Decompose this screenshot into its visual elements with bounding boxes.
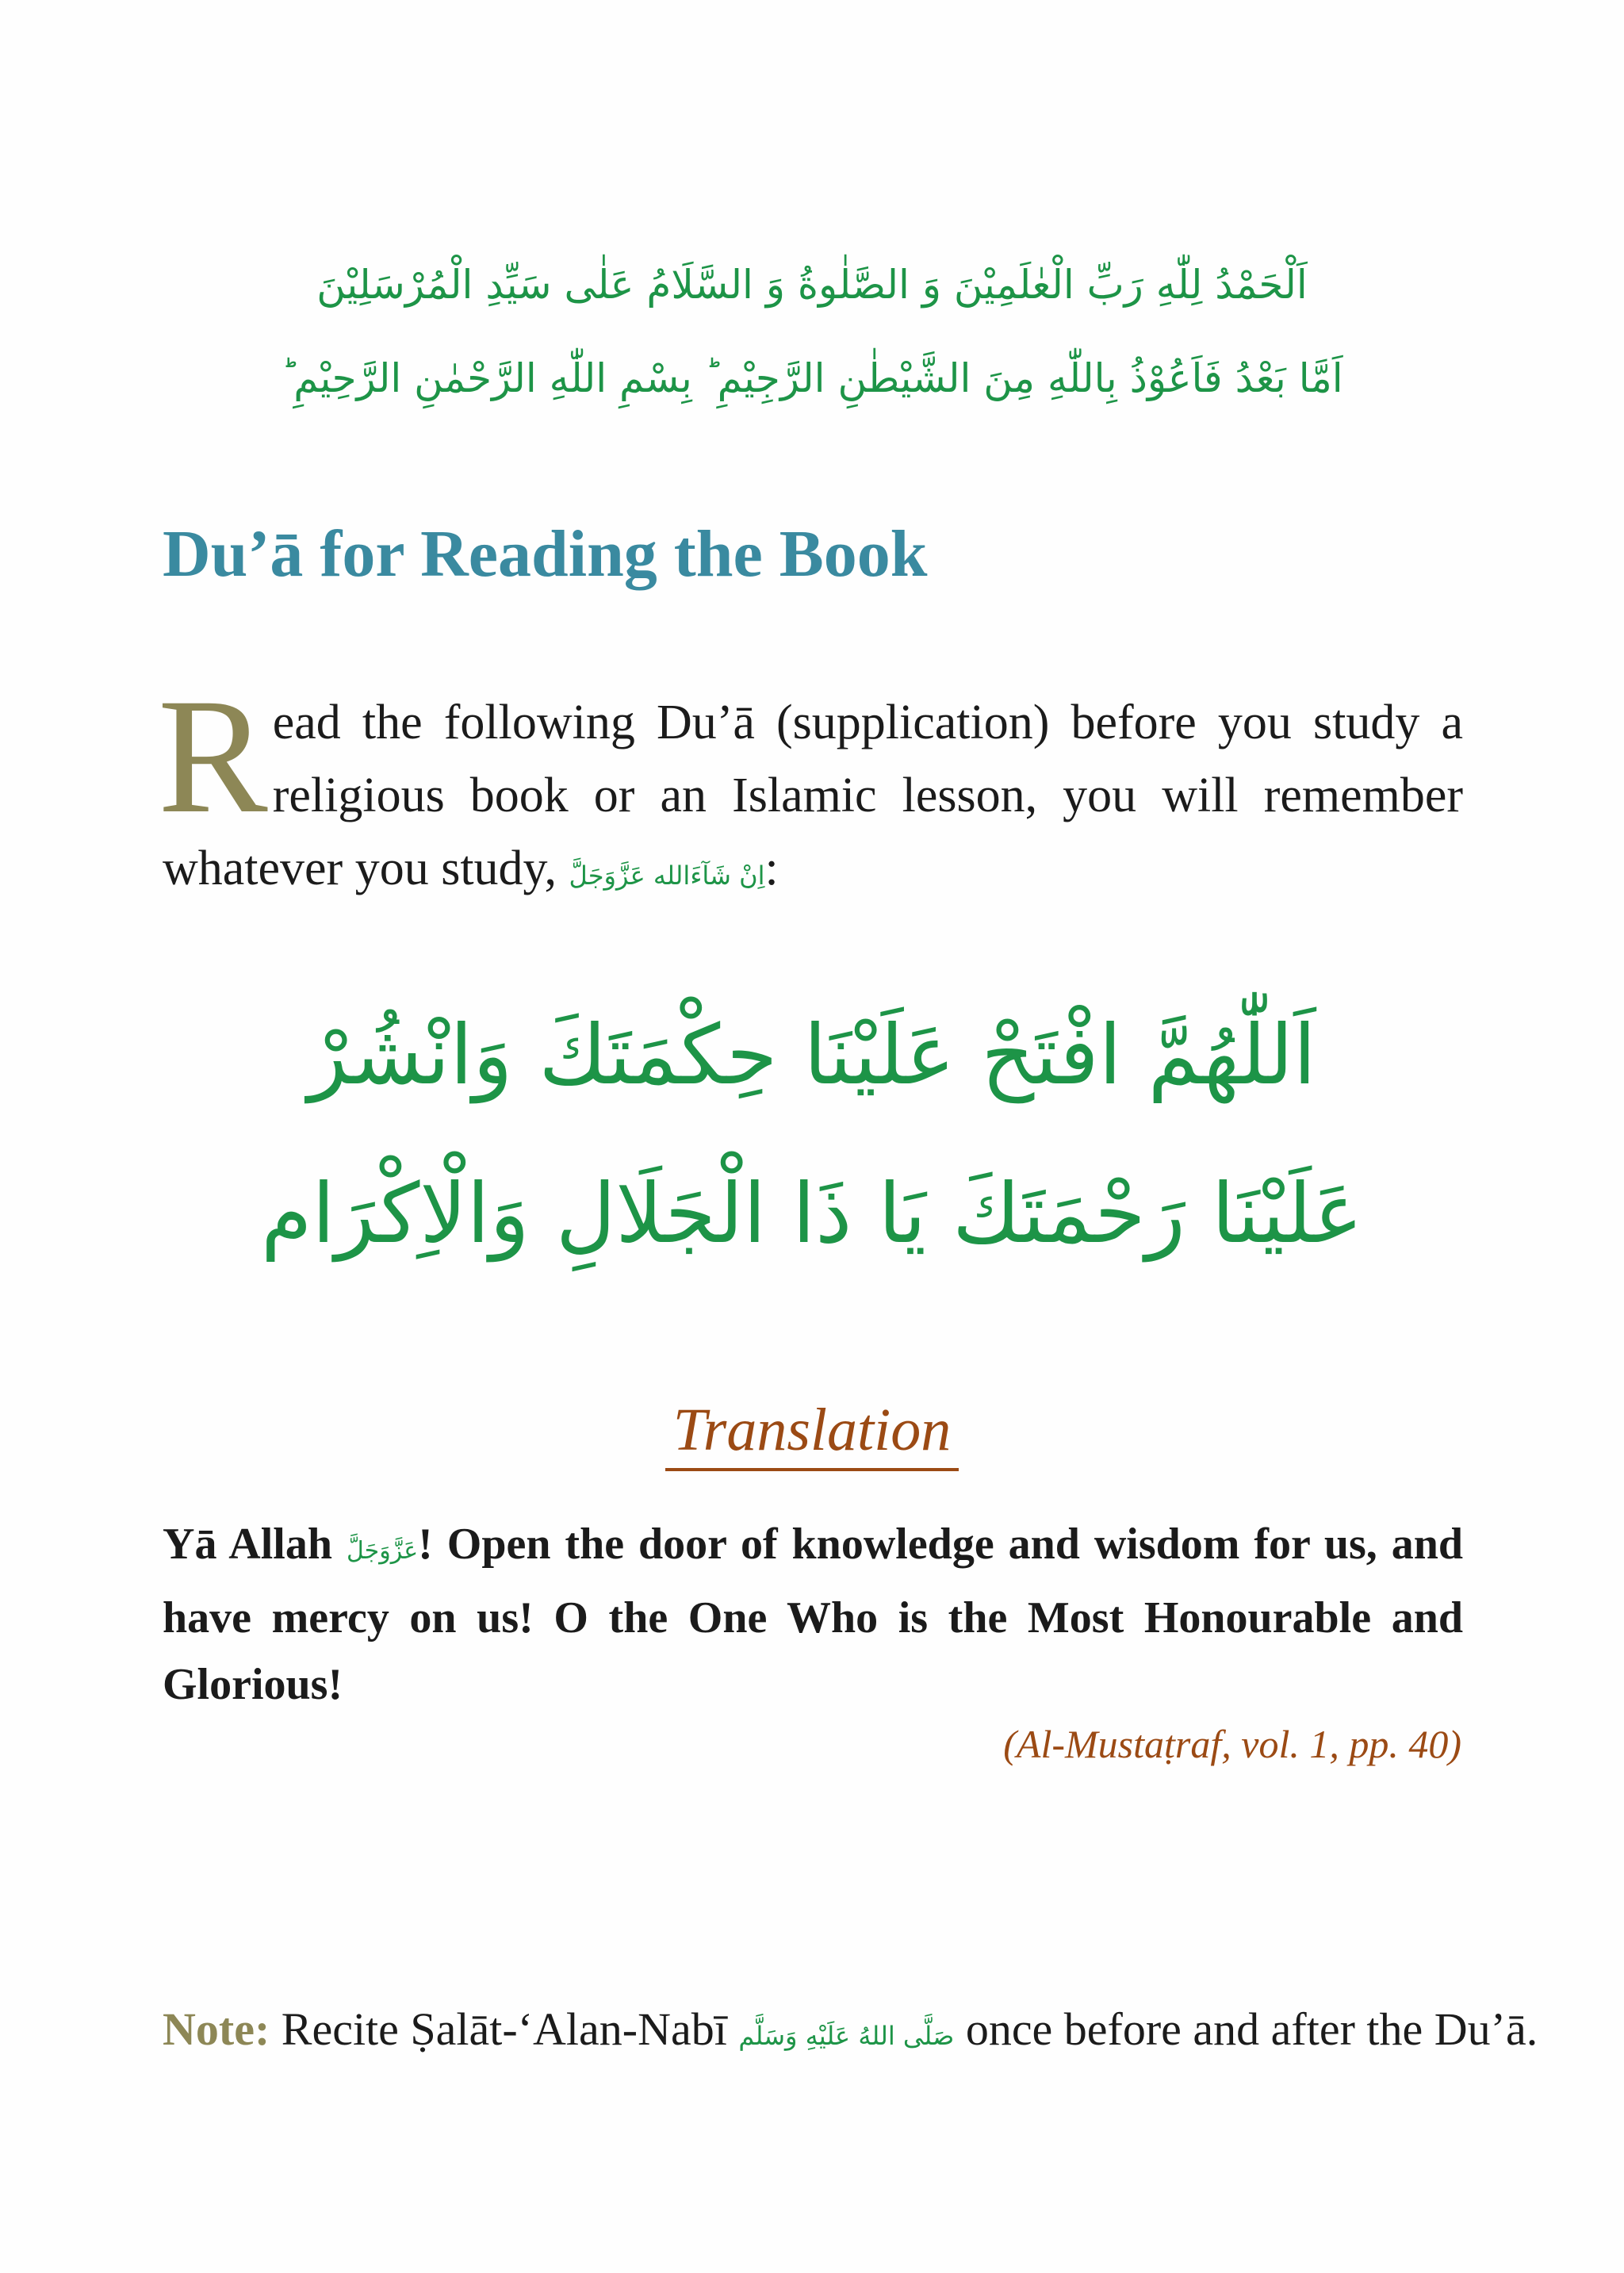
arabic-invocation-header bbox=[238, 238, 1386, 425]
translation-heading bbox=[0, 1396, 1624, 1471]
dua-line-1: اَللّٰهُمَّ افْتَحْ عَلَيْنَا حِكْمَتَكَ وَانْشُرْ bbox=[308, 1006, 1316, 1103]
note-text-end: once before and after the Du’ā. bbox=[954, 2003, 1538, 2055]
arabic-invocation-line-2: اَمَّا بَعْدُ فَاَعُوْذُ بِاللّٰهِ مِنَ الشَّیْطٰنِ الرَّجِیْمِ ؕ بِسْمِ اللّٰهِ الرَّحْمٰنِ الرَّحِیْمِ ؕ bbox=[281, 355, 1343, 401]
dua-line-2: عَلَيْنَا رَحْمَتَكَ يَا ذَا الْجَلَالِ وَالْاِكْرَام bbox=[261, 1165, 1363, 1262]
translation-text-rest: ! Open the door of knowledge and wisdom for us, and have mercy on us! O the One Who is the Most Honourable and Glorious! bbox=[163, 1520, 1463, 1709]
translation-heading-text: Translation bbox=[665, 1396, 959, 1471]
inshaallah-phrase: اِنْ شَآءَالله عَزَّوَجَلَّ bbox=[569, 861, 765, 891]
salutation-symbol: صَلَّى اللهُ عَلَيْهِ وَسَلَّم bbox=[738, 2021, 955, 2051]
source-reference: (Al-Mustaṭraf, vol. 1, pp. 40) bbox=[1003, 1722, 1461, 1766]
intro-end-punctuation: : bbox=[764, 841, 779, 895]
translation-text-start: Yā Allah bbox=[163, 1520, 332, 1569]
intro-text: ead the following Du’ā (supplication) before you study a religious book or an Islamic lesson, you will remember whatever you study, bbox=[163, 696, 1463, 895]
azza-wa-jal-phrase: عَزَّوَجَلَّ bbox=[346, 1537, 419, 1565]
note-paragraph bbox=[163, 2003, 1538, 2056]
note-text-start: Recite Ṣalāt-‘Alan-Nabī bbox=[270, 2003, 739, 2055]
drop-cap: R bbox=[158, 665, 268, 847]
translation-paragraph bbox=[163, 1511, 1463, 1718]
intro-paragraph bbox=[158, 665, 1463, 912]
arabic-invocation-line-1: اَلْحَمْدُ لِلّٰهِ رَبِّ الْعٰلَمِیْنَ وَ الصَّلٰوةُ وَ السَّلَامُ عَلٰی سَیِّدِ الْمُرْسَلِیْنَ bbox=[316, 262, 1308, 308]
note-label: Note: bbox=[163, 2003, 270, 2055]
dua-arabic-text bbox=[238, 976, 1386, 1293]
page-title: Du’ā for Reading the Book bbox=[163, 517, 928, 591]
